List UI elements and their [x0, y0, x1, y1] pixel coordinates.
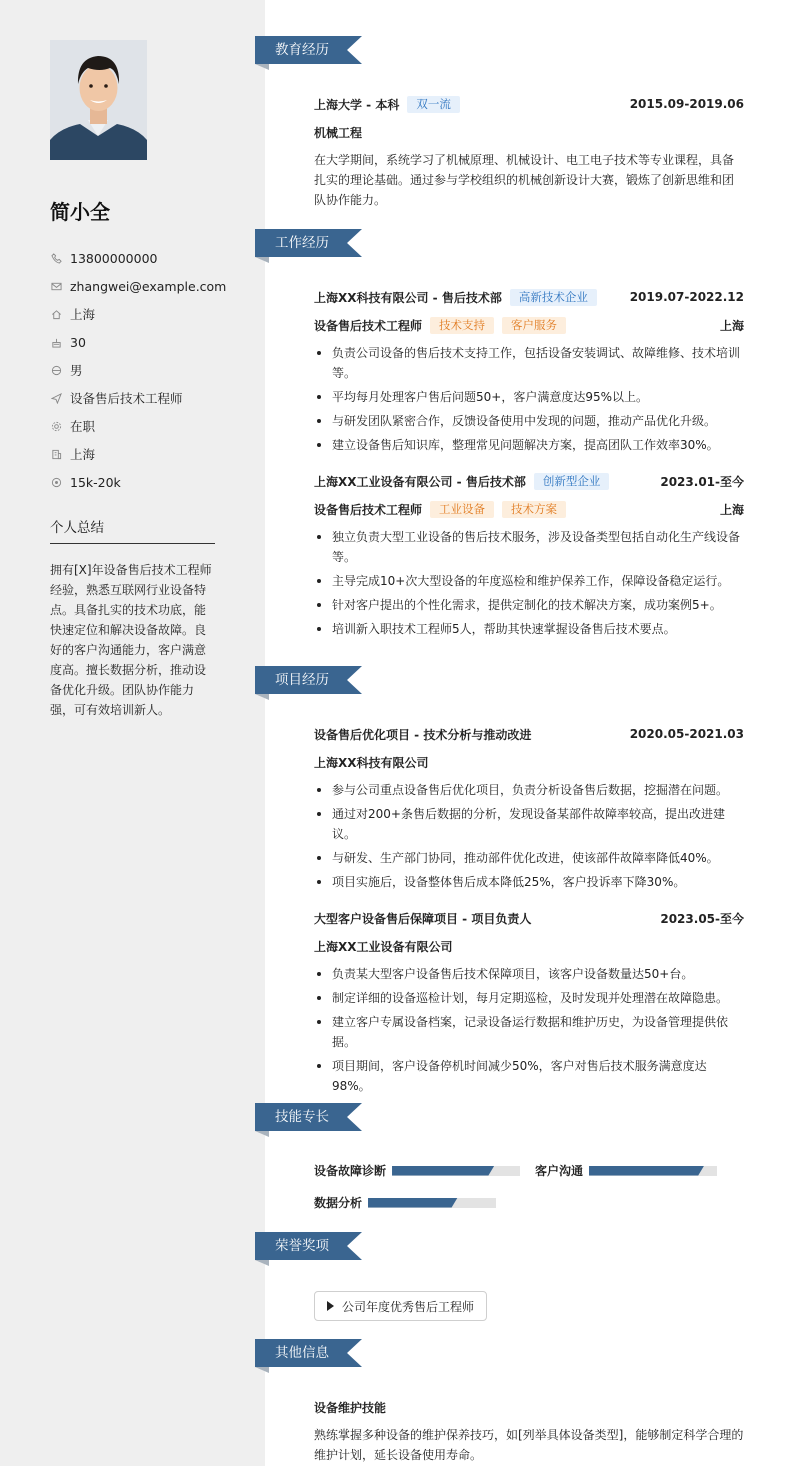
list-item: 制定详细的设备巡检计划，每月定期巡检，及时发现并处理潜在故障隐患。 [314, 988, 744, 1008]
company-name: 上海XX工业设备有限公司 - 售后技术部 [314, 474, 526, 489]
award-badge [314, 1291, 487, 1321]
work-location: 上海 [719, 318, 744, 333]
work-location: 上海 [719, 502, 744, 517]
section-education-header [255, 36, 362, 64]
project-company: 上海XX工业设备有限公司 [314, 940, 453, 954]
skill-bar [392, 1166, 520, 1176]
skill-item [314, 1162, 520, 1179]
skill-item [535, 1162, 717, 1179]
school-name: 上海大学 - 本科 [314, 97, 400, 112]
section-title: 技能专长 [275, 1109, 329, 1125]
project-date: 2023.05-至今 [660, 911, 744, 926]
sidebar [0, 0, 265, 1466]
contact-salary [50, 468, 250, 496]
list-item: 与研发、生产部门协同，推动部件优化改进，使该部件故障率降低40%。 [314, 848, 744, 868]
skill-name: 数据分析 [314, 1196, 363, 1210]
age-text: 30 [70, 334, 86, 350]
role-tag: 工业设备 [430, 501, 494, 518]
work-role-row [314, 499, 744, 519]
project-bullets [314, 964, 744, 1100]
award-text: 公司年度优秀售后工程师 [342, 1299, 475, 1314]
work-date: 2023.01-至今 [660, 474, 744, 489]
section-honors-header [255, 1232, 362, 1260]
work-date: 2019.07-2022.12 [629, 290, 744, 304]
work-bullets [314, 527, 744, 643]
list-item: 平均每月处理客户售后问题50+，客户满意度达95%以上。 [314, 387, 744, 407]
company-name: 上海XX科技有限公司 - 售后技术部 [314, 290, 502, 305]
education-desc: 在大学期间，系统学习了机械原理、机械设计、电工电子技术等专业课程，具备扎实的理论基础。通过参与学校组织的机械创新设计大赛，锻炼了创新思维和团队协作能力。 [314, 153, 735, 207]
section-title: 工作经历 [275, 235, 329, 251]
section-work-header [255, 229, 362, 257]
skill-item [314, 1194, 496, 1211]
contact-location [50, 300, 250, 328]
project-entry-header [314, 908, 744, 928]
project-date: 2020.05-2021.03 [629, 727, 744, 741]
education-date: 2015.09-2019.06 [629, 97, 744, 111]
skill-bar-fill [368, 1198, 458, 1208]
contact-age [50, 328, 250, 356]
home-icon [50, 308, 62, 320]
position-text: 设备售后技术工程师 [70, 391, 183, 406]
section-title: 项目经历 [275, 672, 329, 688]
section-other-header [255, 1339, 362, 1367]
location-text: 上海 [70, 307, 96, 322]
list-item: 参与公司重点设备售后优化项目，负责分析设备售后数据，挖掘潜在问题。 [314, 780, 744, 800]
list-item: 与研发团队紧密合作，反馈设备使用中发现的问题，推动产品优化升级。 [314, 411, 744, 431]
role-tag: 客户服务 [502, 317, 566, 334]
section-title: 教育经历 [275, 42, 329, 58]
work-bullets [314, 343, 744, 459]
education-major: 机械工程 [314, 126, 363, 140]
contact-city [50, 440, 250, 468]
section-projects-header [255, 666, 362, 694]
project-entry-header [314, 724, 744, 744]
city-text: 上海 [70, 447, 96, 462]
education-entry-header [314, 94, 744, 114]
summary-text: 拥有[X]年设备售后技术工程师经验，熟悉互联网行业设备特点。具备扎实的技术功底，能快速定位和解决设备故障。良好的客户沟通能力，客户满意度高。擅长数据分析，推动设备优化升级。团队协作能力强，可有效培训新人。 [50, 563, 212, 717]
profile-photo [50, 40, 147, 160]
project-company: 上海XX科技有限公司 [314, 756, 429, 770]
skill-name: 设备故障诊断 [314, 1164, 387, 1178]
contact-phone [50, 244, 250, 272]
avatar [50, 40, 147, 160]
mail-icon [50, 280, 62, 292]
cake-icon [50, 336, 62, 348]
gender-icon [50, 364, 62, 376]
candidate-name: 简小全 [50, 200, 110, 224]
section-title: 荣誉奖项 [275, 1238, 329, 1254]
skill-bar [368, 1198, 496, 1208]
salary-text: 15k-20k [70, 474, 121, 490]
list-item: 针对客户提出的个性化需求，提供定制化的技术解决方案，成功案例5+。 [314, 595, 744, 615]
skill-name: 客户沟通 [535, 1164, 584, 1178]
building-icon [50, 448, 62, 460]
work-entry-header [314, 287, 744, 307]
work-entry-header [314, 471, 744, 491]
role-tag: 技术支持 [430, 317, 494, 334]
contact-status [50, 412, 250, 440]
other-text: 熟练掌握多种设备的维护保养技巧，如[列举具体设备类型]，能够制定科学合理的维护计划，延长设备使用寿命。 [314, 1428, 744, 1462]
section-skills-header [255, 1103, 362, 1131]
role-tag: 技术方案 [502, 501, 566, 518]
list-item: 培训新入职技术工程师5人，帮助其快速掌握设备售后技术要点。 [314, 619, 744, 639]
school-tag: 双一流 [407, 96, 460, 113]
skill-bar [589, 1166, 717, 1176]
role-name: 设备售后技术工程师 [314, 502, 423, 517]
play-icon [327, 1301, 334, 1311]
phone-icon [50, 252, 62, 264]
list-item: 主导完成10+次大型设备的年度巡检和维护保养工作，保障设备稳定运行。 [314, 571, 744, 591]
work-role-row [314, 315, 744, 335]
project-bullets [314, 780, 744, 896]
list-item: 通过对200+条售后数据的分析，发现设备某部件故障率较高，提出改进建议。 [314, 804, 744, 844]
status-text: 在职 [70, 419, 96, 434]
gender-text: 男 [70, 363, 83, 378]
summary-title: 个人总结 [50, 520, 104, 536]
phone-text: 13800000000 [70, 250, 158, 266]
section-title: 其他信息 [275, 1345, 329, 1361]
skill-bar-fill [589, 1166, 704, 1176]
contact-list [50, 244, 250, 496]
list-item: 负责公司设备的售后技术支持工作，包括设备安装调试、故障维修、技术培训等。 [314, 343, 744, 383]
contact-gender [50, 356, 250, 384]
project-name: 设备售后优化项目 - 技术分析与推动改进 [314, 727, 532, 742]
skill-bar-fill [392, 1166, 494, 1176]
project-name: 大型客户设备售后保障项目 - 项目负责人 [314, 911, 532, 926]
send-icon [50, 392, 62, 404]
role-name: 设备售后技术工程师 [314, 318, 423, 333]
gear-icon [50, 420, 62, 432]
money-icon [50, 476, 62, 488]
list-item: 独立负责大型工业设备的售后技术服务，涉及设备类型包括自动化生产线设备等。 [314, 527, 744, 567]
contact-position [50, 384, 250, 412]
summary-divider [50, 543, 215, 544]
list-item: 项目实施后，设备整体售后成本降低25%，客户投诉率下降30%。 [314, 872, 744, 892]
email-text: zhangwei@example.com [70, 278, 227, 294]
company-tag: 高新技术企业 [510, 289, 597, 306]
list-item: 建立客户专属设备档案，记录设备运行数据和维护历史，为设备管理提供依据。 [314, 1012, 744, 1052]
company-tag: 创新型企业 [534, 473, 610, 490]
list-item: 负责某大型客户设备售后技术保障项目，该客户设备数量达50+台。 [314, 964, 744, 984]
other-title: 设备维护技能 [314, 1401, 387, 1415]
contact-email [50, 272, 250, 300]
list-item: 项目期间，客户设备停机时间减少50%，客户对售后技术服务满意度达98%。 [314, 1056, 744, 1096]
list-item: 建立设备售后知识库，整理常见问题解决方案，提高团队工作效率30%。 [314, 435, 744, 455]
